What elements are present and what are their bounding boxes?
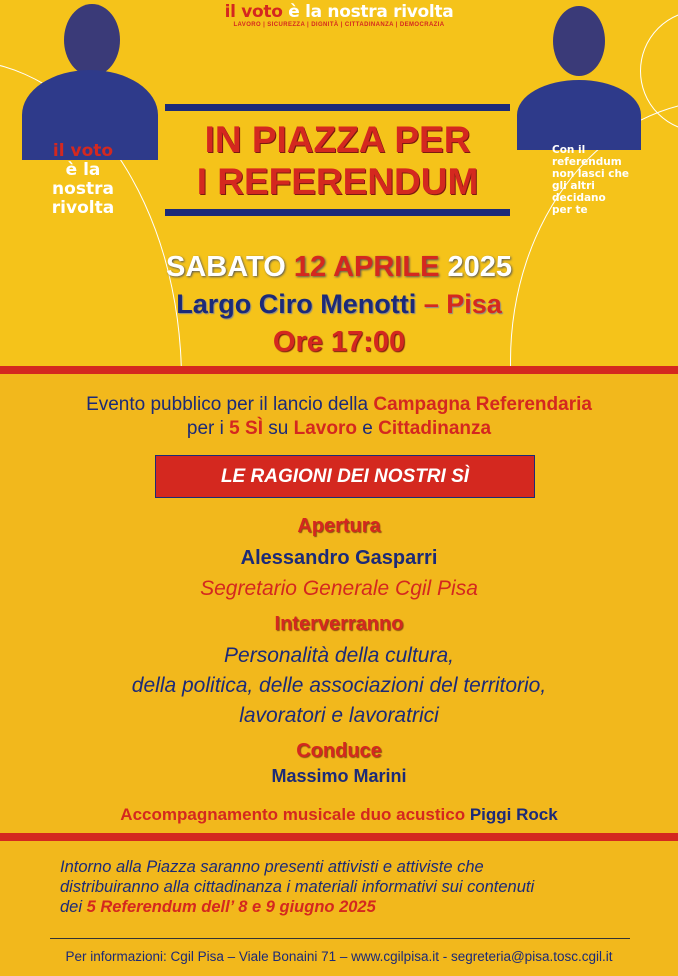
- event-date: SABATO 12 APRILE 2025: [165, 251, 512, 283]
- conduce-label: Conduce: [296, 740, 382, 762]
- title-rule-top: [165, 104, 510, 111]
- hero-banner: [0, 0, 678, 366]
- slogan-right: Con il referendum non lasci che gli altri decidano per te: [552, 144, 630, 216]
- ragioni-banner: LE RAGIONI DEI NOSTRI SÌ: [155, 455, 535, 498]
- brand-title: il voto è la nostra rivolta: [224, 2, 454, 22]
- main-title: IN PIAZZA PER I REFERENDUM: [196, 119, 479, 202]
- interverranno-text: Personalità della cultura, della politica, delle associazioni del territorio, lavoratori e lavoratrici: [131, 644, 547, 727]
- intro-text: Evento pubblico per il lancio della Campagna Referendaria per i 5 SÌ su Lavoro e Cittadinanza: [86, 394, 592, 439]
- person-photo-right: [515, 0, 640, 145]
- contact-info: Per informazioni: Cgil Pisa – Viale Bonaini 71 – www.cgilpisa.it - segreteria@pisa.tosc.cgil.it: [65, 949, 613, 964]
- person-photo-left: [18, 0, 158, 145]
- title-rule-bottom: [165, 209, 510, 216]
- apertura-role: Segretario Generale Cgil Pisa: [200, 577, 478, 600]
- event-place: Largo Ciro Menotti – Pisa: [176, 289, 502, 319]
- conduce-name: Massimo Marini: [271, 766, 407, 786]
- divider-band: [0, 366, 678, 374]
- decorative-curve: [640, 10, 678, 132]
- apertura-label: Apertura: [297, 515, 381, 537]
- divider-band: [0, 833, 678, 841]
- music-line: Accompagnamento musicale duo acustico Piggi Rock: [120, 805, 558, 824]
- footer-rule: [50, 938, 630, 939]
- apertura-name: Alessandro Gasparri: [240, 547, 438, 569]
- brand-header: [200, 2, 478, 28]
- event-time: Ore 17:00: [272, 326, 406, 358]
- brand-subtitle: LAVORO | SICUREZZA | DIGNITÀ | CITTADINANZA | DEMOCRAZIA: [233, 22, 445, 28]
- footer-note: Intorno alla Piazza saranno presenti attivisti e attiviste che distribuiranno alla cittadinanza i materiali informativi sui contenuti dei 5 Referendum dell’ 8 e 9 giugno 2025: [60, 858, 535, 916]
- slogan-left: il voto è la nostra rivolta: [51, 141, 115, 218]
- interverranno-label: Interverranno: [274, 613, 404, 635]
